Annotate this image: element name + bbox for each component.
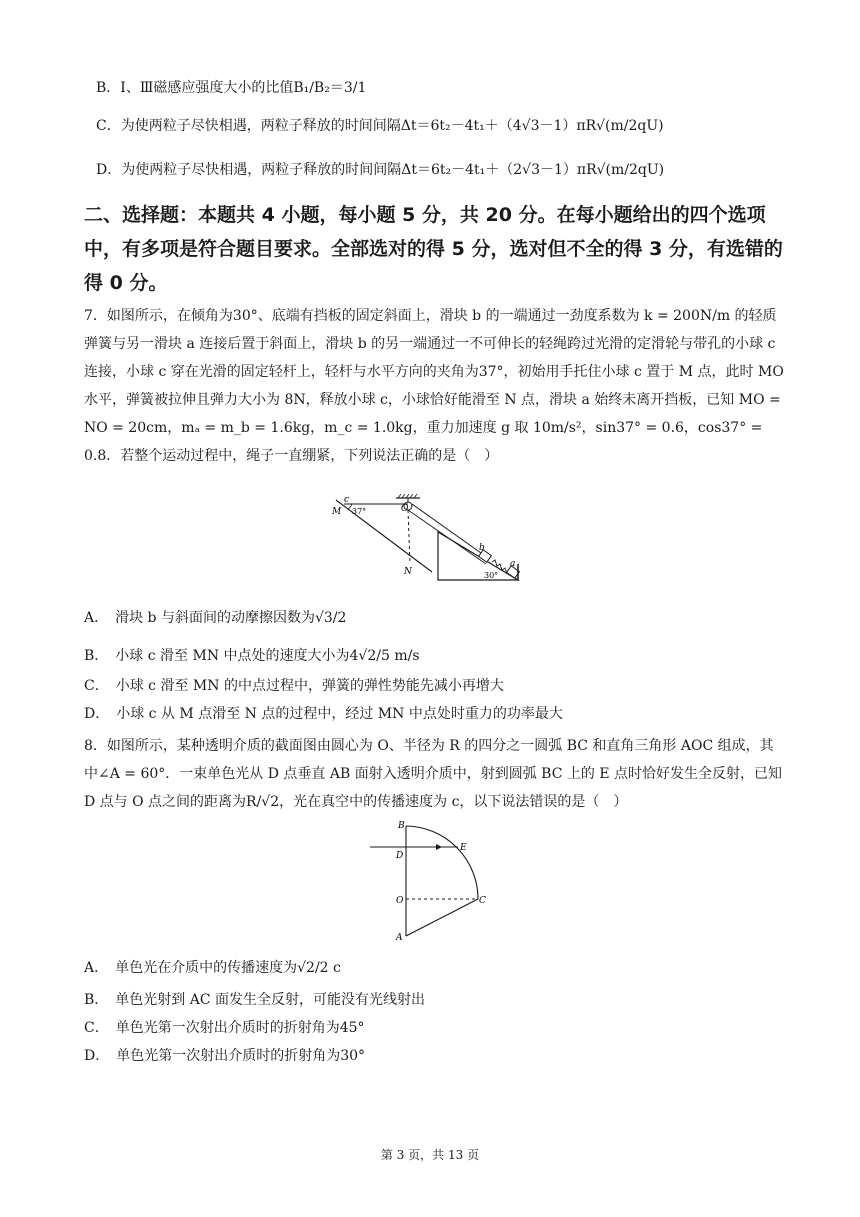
q8-option-a: A． 单色光在介质中的传播速度为√2/2 c	[84, 960, 341, 976]
fig7-label-a: a	[510, 559, 516, 569]
question-7-stem: 7．如图所示，在倾角为30°、底端有挡板的固定斜面上，滑块 b 的一端通过一劲度系数为 k = 200N/m 的轻质弹簧与另一滑块 a 连接后置于斜面上，滑块 b 的另一端通过一不可伸长的轻绳跨过光滑的定滑轮与带孔的小球 c 连接，小球 c 穿在光滑的固定轻杆上，轻杆与水平方向的夹角为37°，初始用手托住小球 c 置于 M 点，此时 MO 水平，弹簧被拉伸且弹力大小为 8N，释放小球 c，小球恰好能滑至 N 点，滑块 a 始终未离开挡板，已知 MO = NO = 20cm，mₐ = m_b = 1.6kg，m_c = 1.0kg，重力加速度 g 取 10m/s²，sin37° = 0.6，cos37° = 0.8．若整个运动过程中，绳子一直绷紧，下列说法正确的是（ ）	[84, 308, 784, 464]
q6-option-c: C．为使两粒子尽快相遇，两粒子释放的时间间隔Δt＝6t₂－4t₁＋（4√3－1）πR√(m/2qU)	[96, 118, 664, 134]
q6-option-b: B．Ⅰ、Ⅲ磁感应强度大小的比值B₁/B₂＝3/1	[96, 80, 367, 96]
q7-option-c: C． 小球 c 滑至 MN 的中点过程中，弹簧的弹性势能先减小再增大	[84, 678, 504, 694]
q7-option-d: D． 小球 c 从 M 点滑至 N 点的过程中，经过 MN 中点处时重力的功率最大	[84, 706, 563, 722]
fig7-label-o: O	[401, 504, 409, 514]
page-footer: 第 3 页，共 13 页	[380, 1148, 480, 1162]
fig7-label-incline: 30°	[484, 571, 499, 580]
q8-option-d: D． 单色光第一次射出介质时的折射角为30°	[84, 1048, 366, 1064]
question-8-figure	[366, 818, 496, 944]
fig8-label-a: A	[396, 933, 403, 943]
section-heading: 二、选择题：本题共 4 小题，每小题 5 分，共 20 分。在每小题给出的四个选项中，有多项是符合题目要求。全部选对的得 5 分，选对但不全的得 3 分，有选错的得 0 分。	[84, 204, 783, 294]
fig7-label-c: c	[344, 495, 350, 505]
fig8-label-e: E	[460, 843, 467, 853]
q6-option-d: D．为使两粒子尽快相遇，两粒子释放的时间间隔Δt＝6t₂－4t₁＋（2√3－1）πR√(m/2qU)	[96, 162, 665, 178]
fig7-label-n: N	[404, 567, 412, 577]
question-8-stem: 8．如图所示，某种透明介质的截面图由圆心为 O、半径为 R 的四分之一圆弧 BC 和直角三角形 AOC 组成，其中∠A = 60°．一束单色光从 D 点垂直 AB 面射入透明介质中，射到圆弧 BC 上的 E 点时恰好发生全反射，已知 D 点与 O 点之间的距离为R/√2，光在真空中的传播速度为 c，以下说法错误的是（ ）	[84, 738, 782, 810]
fig7-label-b: b	[479, 543, 485, 553]
q8-option-c: C． 单色光第一次射出介质时的折射角为45°	[84, 1020, 365, 1036]
question-7-figure	[330, 494, 530, 586]
fig8-label-d: D	[396, 851, 404, 861]
fig7-label-m: M	[332, 507, 342, 517]
q7-option-b: B． 小球 c 滑至 MN 中点处的速度大小为4√2/5 m/s	[84, 648, 420, 664]
q8-option-b: B． 单色光射到 AC 面发生全反射，可能没有光线射出	[84, 992, 426, 1008]
fig7-label-angle: 37°	[352, 507, 367, 516]
fig8-label-c: C	[479, 896, 486, 906]
fig8-label-o: O	[396, 896, 404, 906]
fig8-label-b: B	[398, 821, 405, 831]
q7-option-a: A． 滑块 b 与斜面间的动摩擦因数为√3/2	[84, 610, 347, 626]
